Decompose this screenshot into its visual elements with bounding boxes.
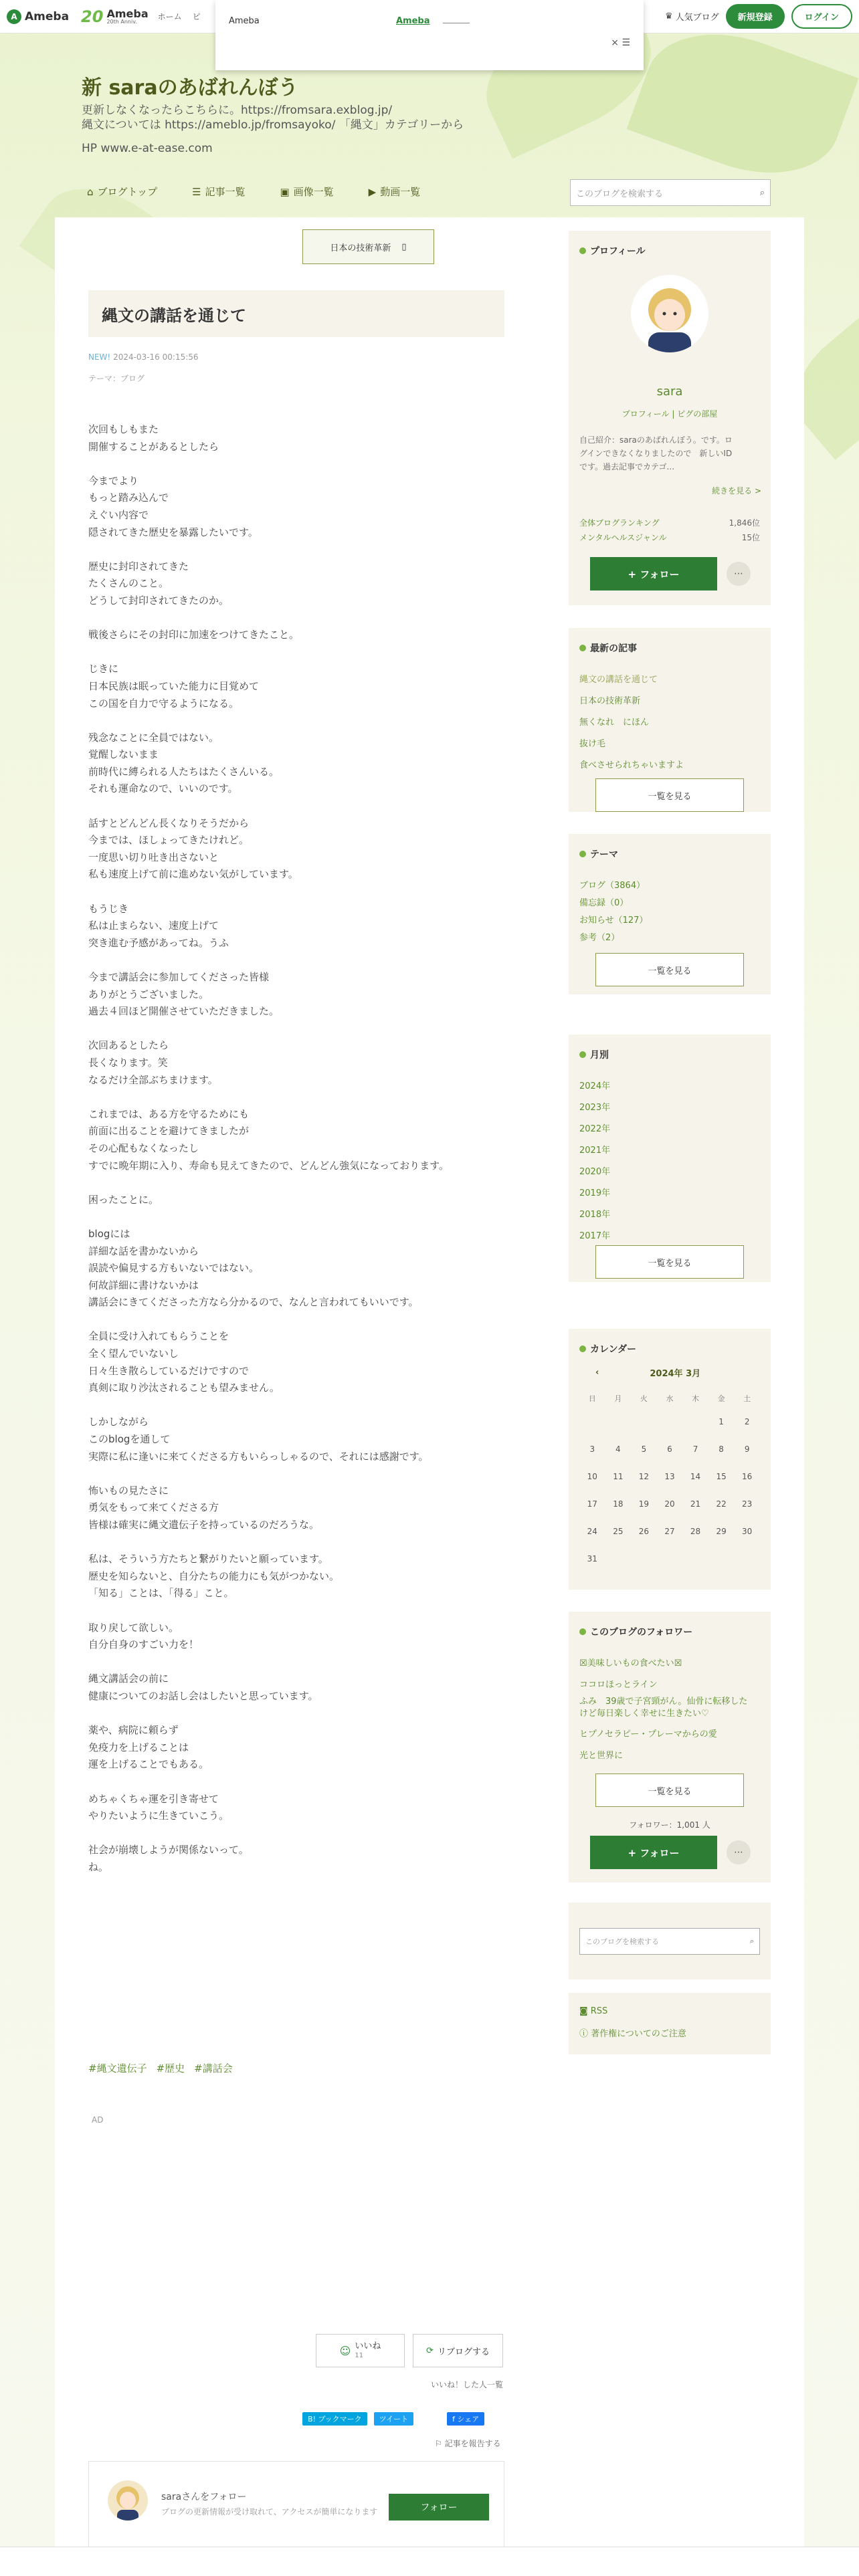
popup-label: Ameba xyxy=(229,16,260,26)
weekday: 日 xyxy=(588,1394,596,1403)
calendar-day xyxy=(657,1545,683,1572)
followers-more-button[interactable]: 一覧を見る xyxy=(595,1774,744,1807)
profile-avatar[interactable] xyxy=(631,275,708,352)
leaf-decoration xyxy=(627,9,859,197)
calendar-day: 28 xyxy=(690,1526,701,1536)
search-icon[interactable]: ⌕ xyxy=(759,187,765,198)
hashtag[interactable]: #歴史 xyxy=(156,2062,185,2074)
calendar-day: 4 xyxy=(615,1444,621,1454)
sidebar-monthly xyxy=(569,1035,771,1282)
weekday: 火 xyxy=(640,1394,648,1403)
profile-link[interactable]: プロフィール xyxy=(622,409,670,419)
info-icon: ⓘ xyxy=(579,2029,591,2039)
follow-button[interactable]: フォロー xyxy=(389,2494,489,2520)
calendar-day xyxy=(605,1408,632,1435)
calendar-day: 22 xyxy=(716,1499,727,1509)
like-icon: ☺ xyxy=(339,2344,351,2357)
follow-box xyxy=(88,2461,504,2548)
calendar-day xyxy=(657,1408,683,1435)
theme-link[interactable]: 備忘録（0） xyxy=(579,898,629,908)
list-icon: ☰ xyxy=(192,185,201,198)
profile-more-link[interactable]: 続きを見る > xyxy=(712,486,761,496)
ad-label: AD xyxy=(92,2115,104,2125)
calendar-day: 13 xyxy=(664,1471,675,1481)
bottom-bar xyxy=(0,2547,859,2576)
image-icon: ▣ xyxy=(280,185,290,198)
blog-nav xyxy=(87,185,420,199)
more-options-icon[interactable]: ⋯ xyxy=(727,562,751,586)
weekday: 土 xyxy=(743,1394,751,1403)
calendar-table xyxy=(579,1389,760,1572)
like-button[interactable]: ☺ いいね 11 xyxy=(316,2334,405,2367)
calendar-day: 23 xyxy=(742,1499,753,1509)
nav-image-list[interactable]: ▣ 画像一覧 xyxy=(280,185,334,198)
calendar-month: 2024年 3月 xyxy=(650,1369,701,1379)
popular-blog-link[interactable]: ♛ 人気ブログ xyxy=(664,11,719,23)
month-link[interactable]: 2020年 xyxy=(579,1167,611,1177)
section-icon xyxy=(579,1346,586,1352)
article-theme[interactable]: テーマ：ブログ xyxy=(88,374,145,383)
month-link[interactable]: 2022年 xyxy=(579,1124,611,1134)
section-icon xyxy=(579,247,586,254)
notification-popup xyxy=(215,0,644,70)
calendar-day xyxy=(631,1545,657,1572)
rss-icon: ◙ xyxy=(579,2006,591,2016)
profile-name[interactable]: sara xyxy=(656,385,683,399)
calendar-day: 20 xyxy=(664,1499,675,1509)
calendar-day: 25 xyxy=(613,1526,624,1536)
calendar-day: 3 xyxy=(589,1444,595,1454)
month-link[interactable]: 2017年 xyxy=(579,1231,611,1241)
calendar-day: 30 xyxy=(742,1526,753,1536)
article-date: NEW! 2024-03-16 00:15:56 xyxy=(88,352,199,362)
calendar-day: 7 xyxy=(692,1444,698,1454)
section-icon xyxy=(579,851,586,857)
popup-link[interactable]: Ameba xyxy=(396,16,430,26)
blog-description-line2: 縄文については https://ameblo.jp/fromsayoko/ 「縄文」カテゴリーから xyxy=(82,118,464,132)
calendar-day: 10 xyxy=(587,1471,597,1481)
followers-heading: このブログのフォロワー xyxy=(590,1627,693,1638)
month-link[interactable]: 2019年 xyxy=(579,1188,611,1198)
calendar-day: 6 xyxy=(667,1444,672,1454)
follower-link[interactable]: ふみ 39歳で子宮頸がん。仙骨に転移した けど毎日楽しく幸せに生きたい♡ xyxy=(579,1697,748,1719)
ranking-genre[interactable]: メンタルヘルスジャンル 15位 xyxy=(579,533,760,542)
popup-close-icon[interactable]: × ☰ xyxy=(611,37,630,48)
more-options-icon[interactable]: ⋯ xyxy=(727,1840,751,1864)
calendar-day: 17 xyxy=(587,1499,597,1509)
ameba-logo[interactable]: A Ameba xyxy=(7,9,69,24)
share-buttons xyxy=(302,2412,484,2426)
search-icon[interactable]: ⌕ xyxy=(749,1937,754,1945)
recent-more-button[interactable]: 一覧を見る xyxy=(595,778,744,812)
anniversary-logo[interactable]: 20 Ameba 20th Anniv. xyxy=(81,7,149,26)
profile-heading: プロフィール xyxy=(590,246,646,257)
calendar-day: 29 xyxy=(716,1526,727,1536)
recent-article-link[interactable]: 抜け毛 xyxy=(579,739,606,749)
follower-link[interactable]: 光と世界に xyxy=(579,1751,624,1761)
tweet-button[interactable]: ツイート xyxy=(374,2412,413,2426)
sidebar-search xyxy=(569,1903,771,1979)
section-icon xyxy=(579,1628,586,1635)
calendar-day xyxy=(682,1545,708,1572)
weekday: 金 xyxy=(717,1394,725,1403)
calendar-day xyxy=(605,1545,632,1572)
recent-article-link[interactable]: 縄文の講話を通じて xyxy=(579,675,658,685)
hashtag[interactable]: #縄文遺伝子 xyxy=(88,2062,147,2074)
copyright-link[interactable]: ⓘ 著作権についてのご注意 xyxy=(579,2029,686,2039)
calendar-day xyxy=(708,1545,735,1572)
profile-intro: 自己紹介：saraのあばれんぼう。です。ロ グインできなくなりましたので 新しいID です。過去記事でカテゴ... xyxy=(579,435,733,471)
calendar-heading: カレンダー xyxy=(590,1344,637,1355)
calendar-day: 8 xyxy=(719,1444,724,1454)
sidebar-calendar xyxy=(569,1329,771,1590)
month-link[interactable]: 2021年 xyxy=(579,1146,611,1156)
ranking-overall[interactable]: 全体ブログランキング 1,846位 xyxy=(579,518,760,528)
reblog-button[interactable]: ⟳ リブログする xyxy=(413,2334,503,2367)
article-title[interactable]: 縄文の講話を通じて xyxy=(88,290,504,337)
themes-heading: テーマ xyxy=(590,849,618,860)
calendar-day: 26 xyxy=(638,1526,650,1536)
follower-link[interactable]: ☒美味しいもの食べたい☒ xyxy=(579,1658,682,1669)
profile-follow-button[interactable]: + フォロー xyxy=(590,557,717,591)
calendar-day xyxy=(734,1545,760,1572)
reblog-icon: ⟳ xyxy=(426,2345,434,2356)
month-link[interactable]: 2023年 xyxy=(579,1103,611,1113)
followers-follow-button[interactable]: + フォロー xyxy=(590,1836,717,1869)
register-button[interactable]: 新規登録 xyxy=(726,4,785,29)
section-icon xyxy=(579,1051,586,1058)
calendar-day: 9 xyxy=(744,1444,750,1454)
calendar-day: 5 xyxy=(641,1444,647,1454)
header-nav-home[interactable]: ホーム xyxy=(157,12,182,21)
header-nav xyxy=(158,11,201,22)
sidebar-links xyxy=(569,1993,771,2054)
monthly-more-button[interactable]: 一覧を見る xyxy=(595,1245,744,1279)
crown-icon: ♛ xyxy=(664,11,673,21)
recent-article-link[interactable]: 日本の技術革新 xyxy=(579,696,641,706)
sidebar-followers xyxy=(569,1612,771,1883)
home-icon: ⌂ xyxy=(87,185,94,198)
monthly-heading: 月別 xyxy=(590,1050,609,1061)
ameba-logo-icon: A xyxy=(7,9,21,24)
blog-description-line1: 更新しなくなったらこちらに。https://fromsara.exblog.jp/ xyxy=(82,104,393,117)
facebook-share-button[interactable]: f シェア xyxy=(447,2412,484,2426)
sidebar-themes xyxy=(569,834,771,994)
prev-month-icon[interactable]: ‹ xyxy=(595,1368,599,1378)
pigg-room-link[interactable]: ピグの部屋 xyxy=(677,409,718,419)
sidebar-profile: プロフィール sara プロフィール | ピグの部屋 自己紹介：saraのあばれんぼう。です。ロ グインできなくなりましたので 新しいID です。過去記事でカテゴ... 続きを見る > 全体ブログランキング 1,846位 メンタルヘルスジャンル 15位 + フォロー ⋯ xyxy=(569,231,771,605)
calendar-day: 2 xyxy=(744,1416,750,1426)
calendar-day: 24 xyxy=(587,1526,597,1536)
calendar-day xyxy=(579,1408,605,1435)
weekday: 木 xyxy=(692,1394,700,1403)
calendar-day xyxy=(631,1408,657,1435)
rss-link[interactable]: ◙ RSS xyxy=(579,2006,608,2016)
theme-link[interactable]: ブログ（3864） xyxy=(579,881,646,891)
calendar-day: 11 xyxy=(613,1471,624,1481)
calendar-day: 14 xyxy=(690,1471,701,1481)
blog-homepage: HP www.e-at-ease.com xyxy=(82,142,213,155)
calendar-day: 12 xyxy=(638,1471,650,1481)
sidebar-recent xyxy=(569,628,771,812)
themes-more-button[interactable]: 一覧を見る xyxy=(595,953,744,986)
theme-link[interactable]: お知らせ（127） xyxy=(579,916,648,926)
hashtag[interactable]: #講話会 xyxy=(194,2062,233,2074)
weekday: 月 xyxy=(614,1394,622,1403)
report-link[interactable]: ⚐ 記事を報告する xyxy=(435,2439,501,2448)
like-count: 11 xyxy=(355,2351,364,2359)
nav-blog-top[interactable]: ⌂ ブログトップ xyxy=(87,185,158,198)
weekday: 水 xyxy=(666,1394,674,1403)
recent-heading: 最新の記事 xyxy=(590,643,637,654)
follower-link[interactable]: ヒプノセラピー・プレーマからの愛 xyxy=(579,1729,717,1739)
chevron-icon: ▯ xyxy=(401,241,407,252)
theme-link[interactable]: 参考（2） xyxy=(579,933,620,943)
calendar-day: 18 xyxy=(613,1499,624,1509)
avatar xyxy=(108,2480,148,2520)
calendar-day xyxy=(682,1408,708,1435)
recent-article-link[interactable]: 食べさせられちゃいますよ xyxy=(579,760,684,770)
nav-video-list[interactable]: ▶ 動画一覧 xyxy=(368,185,421,198)
calendar-day: 19 xyxy=(638,1499,650,1509)
blog-title[interactable]: 新 saraのあばれんぼう xyxy=(82,76,298,100)
report-icon: ⚐ xyxy=(435,2439,445,2448)
follower-count: フォロワー：1,001 人 xyxy=(629,1820,710,1830)
calendar-day: 15 xyxy=(716,1471,727,1481)
month-link[interactable]: 2018年 xyxy=(579,1210,611,1220)
nav-article-list[interactable]: ☰ 記事一覧 xyxy=(192,185,246,198)
follower-link[interactable]: ココロほっとライン xyxy=(579,1680,658,1690)
follow-description: ブログの更新情報が受け取れて、アクセスが簡単になります xyxy=(161,2507,378,2516)
header-nav-pigg[interactable]: ピ xyxy=(192,12,201,21)
calendar-day: 1 xyxy=(719,1416,724,1426)
follow-name: saraさんをフォロー xyxy=(161,2492,247,2502)
recent-article-link[interactable]: 無くなれ にほん xyxy=(579,718,650,728)
month-link[interactable]: 2024年 xyxy=(579,1081,611,1091)
article-body: 次回もしもまた 開催することがあるとしたら 今までより もっと踏み込んで えぐい内容で 隠されてきた歴史を暴露したいです。 歴史に封印されてきた たくさんのこと。 どうして封印されてきたのか。 戦後さらにその封印に加速をつけてきたこと。 じきに 日本民族は眠っていた能力に目覚めて この国を自力で守るようになる。 残念なことに全員ではない。 覚醒しないまま 前時代に縛られる人たちはたくさんいる。 それも運命なので、いいのです。 話すとどんどん長くなりそうだから 今までは、ほしょってきたけれど。 一度思い切り吐き出さないと 私も速度上げて前に進めない気がしています。 もうじき 私は止まらない、速度上げて 突き進む予感があってね。うふ 今まで講話会に参加してくださった皆様 ありがとうございました。 過去４回ほど開催させていただきました。 次回あるとしたら 長くなります。笑 なるだけ全部ぶちまけます。 これまでは、ある方を守るためにも 前面に出ることを避けてきましたが その心配もなくなったし すでに晩年期に入り、寿命も見えてきたので、どんどん強気になっております。 困ったことに。 blogには 詳細な話を書かないから 誤読や偏見する方もいないではない。 何故詳細に書けないかは 講話会にきてくださった方なら分かるので、なんと言われてもいいです。 全員に受け入れてもらうことを 全く望んでいないし 日々生き散らしているだけですので 真剣に取り沙汰されることも望みません。 しかしながら このblogを通して 実際に私に逢いに来てくださる方もいらっしゃるので、それには感謝です。 怖いもの見たさに 勇気をもって来てくださる方 皆様は確実に縄文遺伝子を持っているのだろうな。 私は、そういう方たちと繋がりたいと願っています。 歴史を知らないと、自分たちの能力にも気がつかない。 「知る」ことは、「得る」こと。 取り戻して欲しい。 自分自身のすごい力を！ 縄文講話会の前に 健康についてのお話し会はしたいと思っています。 薬や、病院に頼らず 免疫力を上げることは 運を上げることでもある。 めちゃくちゃ運を引き寄せて やりたいように生きていこう。 社会が崩壊しようが関係ないって。 ね。 xyxy=(88,423,449,1873)
like-list-link[interactable]: いいね！した人一覧 xyxy=(431,2380,504,2389)
video-icon: ▶ xyxy=(368,185,377,198)
content-area xyxy=(55,217,804,2576)
calendar-day: 31 xyxy=(587,1553,597,1564)
section-icon xyxy=(579,645,586,651)
calendar-day: 21 xyxy=(690,1499,701,1509)
prev-article-link[interactable]: 日本の技術革新 ▯ xyxy=(302,229,434,264)
hatena-bookmark-button[interactable]: B! ブックマーク xyxy=(302,2412,367,2426)
calendar-day: 27 xyxy=(664,1526,675,1536)
login-button[interactable]: ログイン xyxy=(791,4,852,29)
calendar-day: 16 xyxy=(742,1471,753,1481)
blog-search-input[interactable]: このブログを検索する ⌕ xyxy=(570,179,771,206)
sidebar-search-input[interactable]: このブログを検索する ⌕ xyxy=(579,1928,760,1955)
hashtags xyxy=(88,2061,233,2075)
